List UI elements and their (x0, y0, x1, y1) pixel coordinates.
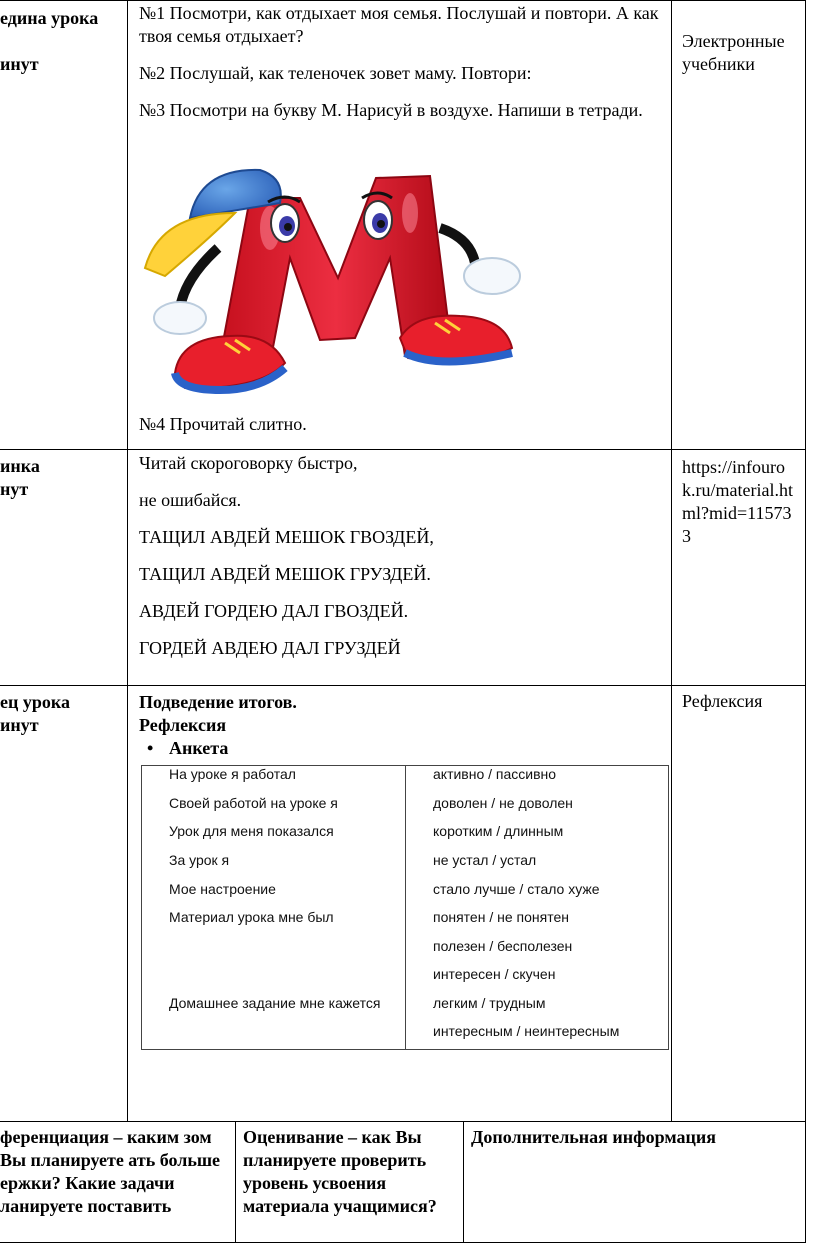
summary-heading: Подведение итогов. (139, 692, 297, 712)
row-divider-2 (0, 685, 806, 686)
bullet-icon: • (147, 738, 154, 758)
table-border-right (805, 0, 806, 1243)
twister-line: Читай скороговорку быстро, (139, 453, 358, 473)
survey-answer: легким / трудным (433, 995, 546, 1011)
twister-line: не ошибайся. (139, 490, 242, 510)
twister-line: ГОРДЕЙ АВДЕЮ ДАЛ ГРУЗДЕЙ (139, 638, 401, 658)
row2-left-label: инка нут (0, 456, 40, 499)
column-divider-2 (671, 0, 672, 1121)
footer-assessment: Оценивание – как Вы планируете проверить уровень усвоения материала учащимися? (243, 1127, 437, 1216)
survey-question: Материал урока мне был (169, 909, 334, 925)
row3-left-label: ец урока инут (0, 692, 70, 735)
footer-additional-info: Дополнительная информация (471, 1127, 716, 1147)
survey-answer: доволен / не доволен (433, 795, 573, 811)
row1-left-label: едина урока инут (0, 8, 99, 74)
survey-answer: полезен / бесполезен (433, 938, 573, 954)
row1-tasks (139, 2, 665, 136)
footer-divider-1 (235, 1121, 236, 1243)
row1-resource: Электронные учебники (682, 31, 785, 74)
survey-question: Урок для меня показался (169, 823, 334, 839)
survey-answer: интересным / неинтересным (433, 1023, 620, 1039)
survey-divider (405, 766, 406, 1049)
tongue-twister (139, 452, 665, 674)
row-divider-3 (0, 1121, 806, 1122)
survey-answer: не устал / устал (433, 852, 537, 868)
survey-question: Домашнее задание мне кажется (169, 995, 381, 1011)
task-1: №1 Посмотри, как отдыхает моя семья. Послушай и повтори. А как твоя семья отдыхает? (139, 3, 659, 46)
task-3: №3 Посмотри на букву М. Нарисуй в воздухе. Напиши в тетради. (139, 100, 643, 120)
twister-line: ТАЩИЛ АВДЕЙ МЕШОК ГВОЗДЕЙ, (139, 527, 434, 547)
footer-differentiation: ференциация – каким зом Вы планируете ать больше ержки? Какие задачи ланируете поставить (0, 1127, 221, 1216)
reflection-heading: Рефлексия (139, 715, 227, 735)
task-4: №4 Прочитай слитно. (139, 414, 307, 434)
twister-line: АВДЕЙ ГОРДЕЮ ДАЛ ГВОЗДЕЙ. (139, 601, 409, 621)
row2-resource-link[interactable]: https://infourok.ru/material.html?mid=115733 (682, 457, 793, 546)
survey-answer: коротким / длинным (433, 823, 564, 839)
table-border-top (0, 0, 806, 1)
row3-resource: Рефлексия (682, 691, 763, 711)
survey-table (141, 765, 669, 1050)
letter-m-cartoon-icon (140, 158, 530, 398)
task-2: №2 Послушай, как теленочек зовет маму. Повтори: (139, 63, 532, 83)
twister-line: ТАЩИЛ АВДЕЙ МЕШОК ГРУЗДЕЙ. (139, 564, 431, 584)
survey-bullet: • Анкета (147, 738, 229, 758)
footer-divider-2 (463, 1121, 464, 1243)
survey-question: Мое настроение (169, 881, 276, 897)
survey-answer: интересен / скучен (433, 966, 556, 982)
row-divider-1 (0, 449, 806, 450)
survey-question: За урок я (169, 852, 230, 868)
survey-answer: стало лучше / стало хуже (433, 881, 600, 897)
column-divider-1 (127, 0, 128, 1121)
row3-heading (139, 691, 297, 760)
survey-answer: активно / пассивно (433, 766, 557, 782)
table-border-bottom (0, 1242, 806, 1243)
survey-question: На уроке я работал (169, 766, 296, 782)
survey-answer: понятен / не понятен (433, 909, 569, 925)
survey-question: Своей работой на уроке я (169, 795, 338, 811)
